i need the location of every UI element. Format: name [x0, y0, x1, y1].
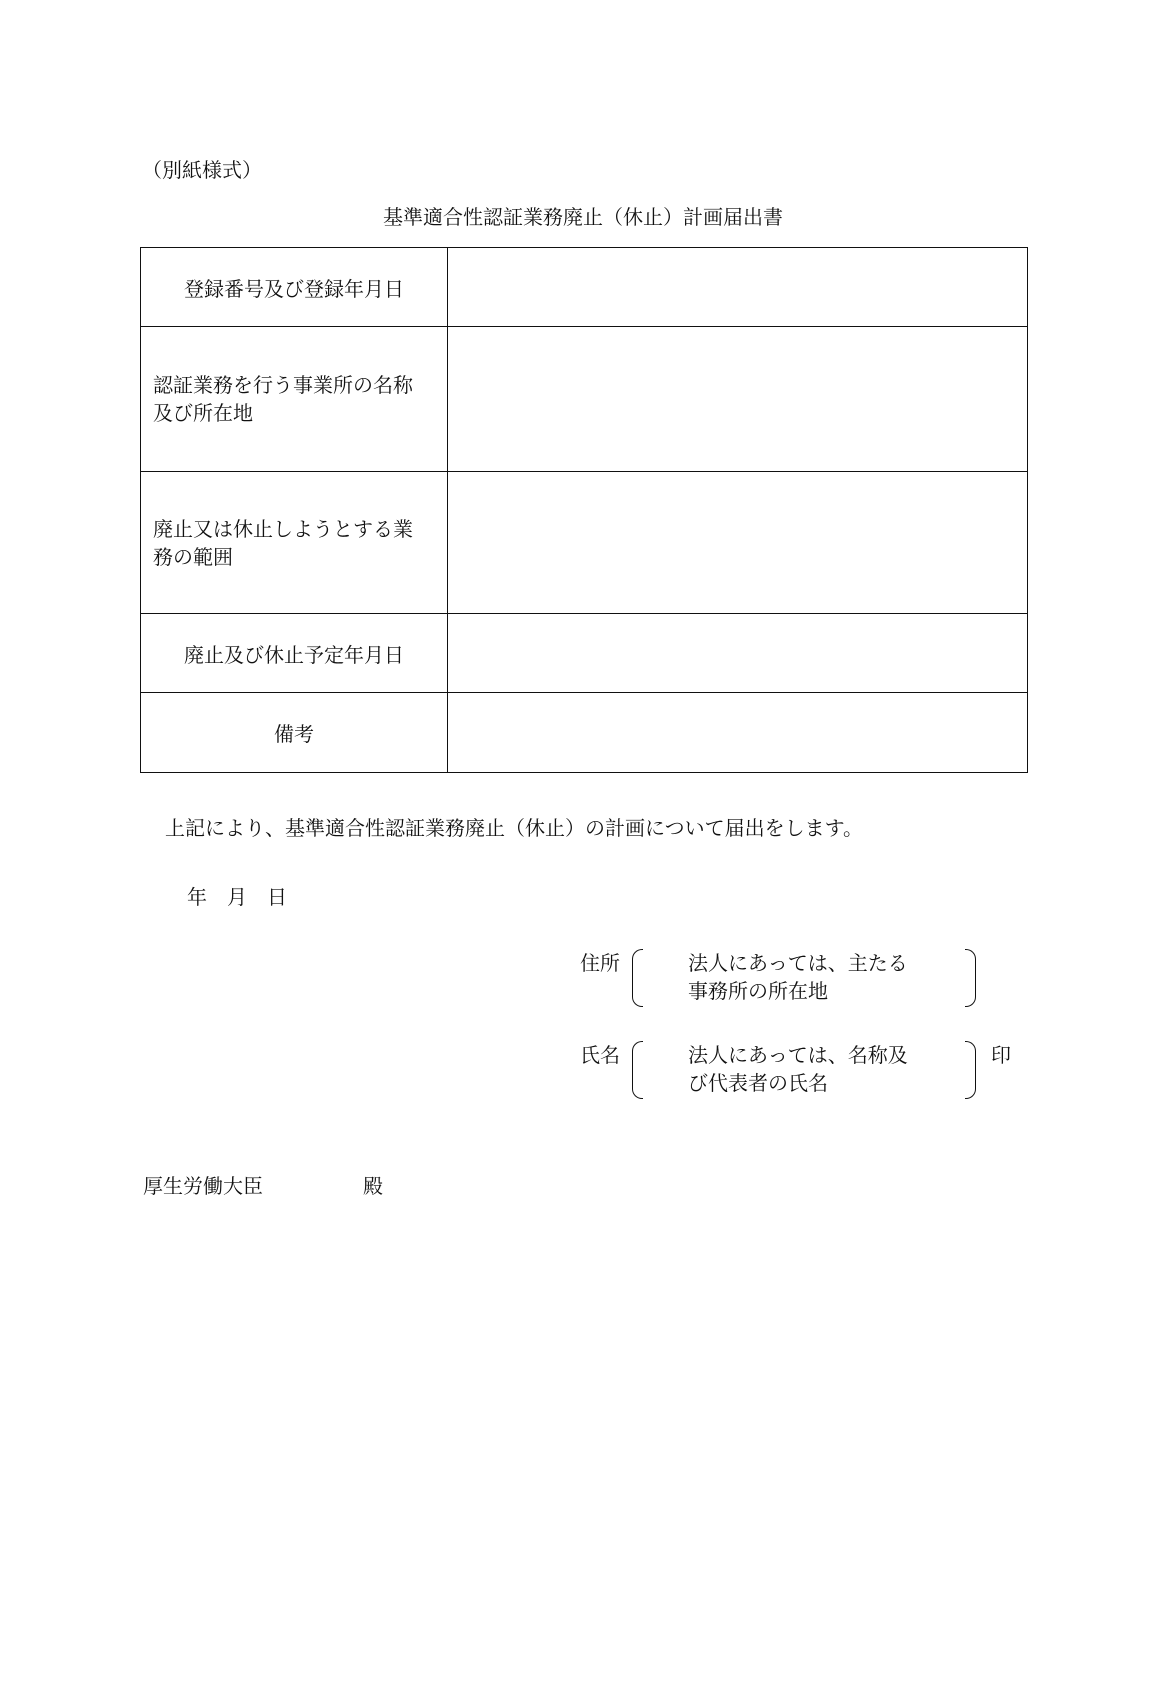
right-bracket — [965, 949, 976, 1007]
seal-mark: 印 — [991, 1043, 1011, 1067]
statement: 上記により、基準適合性認証業務廃止（休止）の計画について届出をします。 — [165, 816, 863, 840]
left-bracket — [632, 1041, 643, 1099]
form-label: （別紙様式） — [142, 158, 262, 182]
left-bracket — [632, 949, 643, 1007]
table-row — [141, 327, 1028, 472]
address-note: 法人にあっては、主たる 事務所の所在地 — [688, 951, 908, 1003]
scope-value-cell[interactable] — [448, 472, 1028, 614]
table-row — [141, 614, 1028, 693]
row-label-registration: 登録番号及び登録年月日 — [184, 276, 404, 301]
row-label-remarks: 備考 — [274, 722, 314, 746]
office-value-cell[interactable] — [448, 327, 1028, 472]
table-row — [141, 248, 1028, 327]
table-row — [141, 472, 1028, 614]
remarks-value-cell[interactable] — [448, 693, 1028, 773]
date-line: 年 月 日 — [187, 885, 287, 909]
registration-value-cell[interactable] — [448, 248, 1028, 327]
date-value-cell[interactable] — [448, 614, 1028, 693]
page-title: 基準適合性認証業務廃止（休止）計画届出書 — [383, 205, 783, 229]
honorific: 殿 — [363, 1174, 383, 1198]
row-label-office: 認証業務を行う事業所の名称 及び所在地 — [153, 373, 413, 425]
row-label-scope: 廃止又は休止しようとする業 務の範囲 — [153, 516, 413, 569]
addressee: 厚生労働大臣 — [143, 1174, 263, 1198]
address-label: 住所 — [580, 951, 620, 975]
right-bracket — [965, 1041, 976, 1099]
form-table — [140, 247, 1028, 773]
table-row — [141, 693, 1028, 773]
name-label: 氏名 — [580, 1043, 620, 1067]
row-label-date: 廃止及び休止予定年月日 — [184, 642, 404, 667]
name-note: 法人にあっては、名称及 び代表者の氏名 — [688, 1043, 908, 1095]
